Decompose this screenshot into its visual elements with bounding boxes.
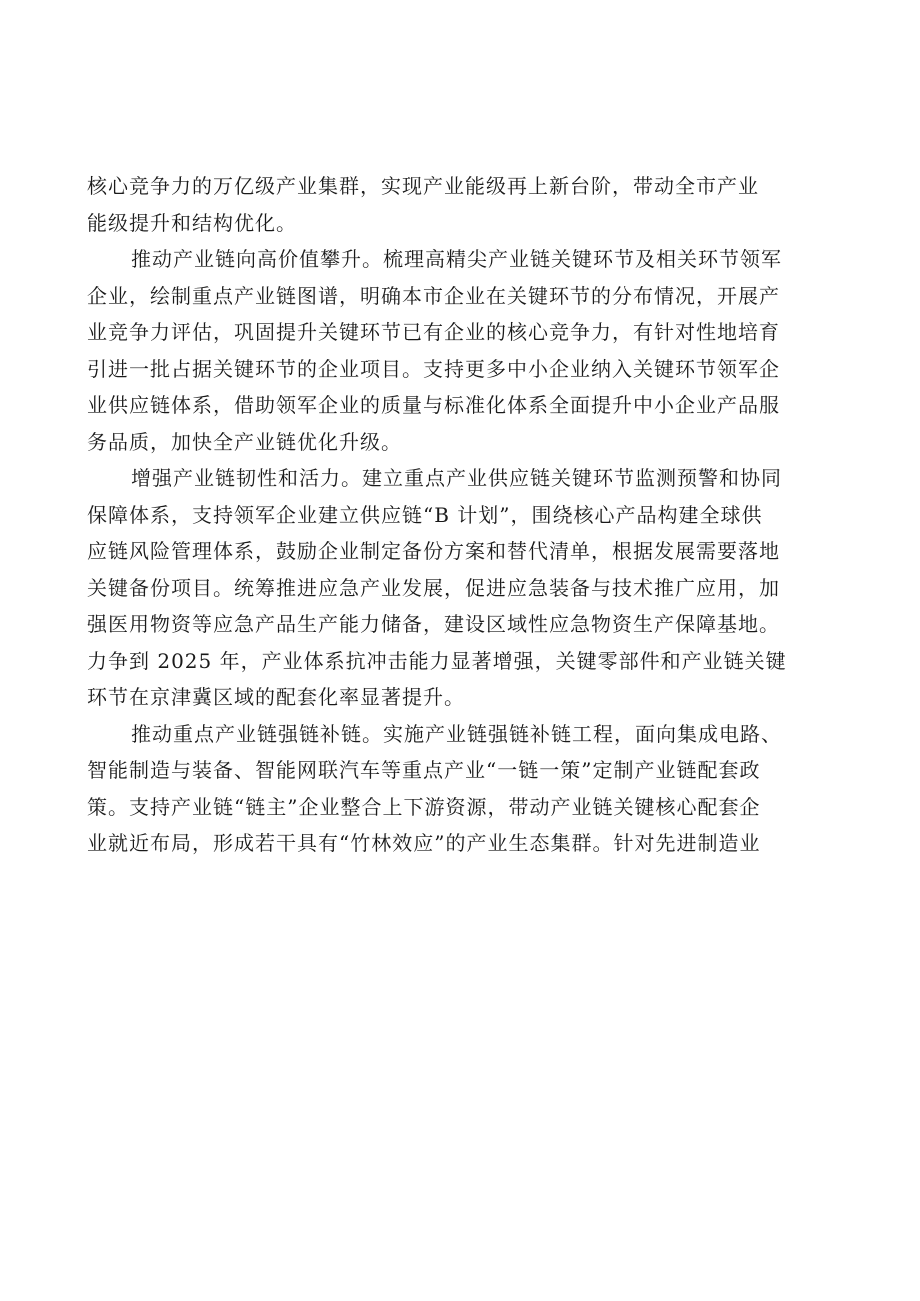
- text-line: 能级提升和结构优化。: [87, 210, 297, 235]
- text-line: 推动产业链向高价值攀升。梳理高精尖产业链关键环节及相关环节领军: [131, 247, 782, 271]
- paragraph-4: [87, 716, 857, 862]
- text-line: 引进一批占据关键环节的企业项目。支持更多中小企业纳入关键环节领军企: [87, 356, 780, 381]
- text-line: 应链风险管理体系，鼓励企业制定备份方案和替代清单，根据发展需要落地: [87, 539, 780, 563]
- paragraph-2: [87, 241, 857, 460]
- text-line: 推动重点产业链强链补链。实施产业链强链补链工程，面向集成电路、: [131, 721, 782, 746]
- text-line: 增强产业链韧性和活力。建立重点产业供应链关键环节监测预警和协同: [131, 466, 782, 490]
- text-line: 关键备份项目。统筹推进应急产业发展，促进应急装备与技术推广应用，加: [87, 575, 780, 600]
- text-line: 智能制造与装备、智能网联汽车等重点产业“一链一策”定制产业链配套政: [87, 758, 761, 782]
- text-line: 力争到 2025 年，产业体系抗冲击能力显著增强，关键零部件和产业链关键: [87, 648, 787, 673]
- text-line: 业供应链体系，借助领军企业的质量与标准化体系全面提升中小企业产品服: [87, 393, 780, 417]
- text-line: 保障体系，支持领军企业建立供应链“B 计划”，围绕核心产品构建全球供: [87, 502, 763, 527]
- text-line: 核心竞争力的万亿级产业集群，实现产业能级再上新台阶，带动全市产业: [87, 174, 759, 198]
- text-line: 业就近布局，形成若干具有“竹林效应”的产业生态集群。针对先进制造业: [87, 831, 761, 855]
- paragraph-3: [87, 460, 857, 716]
- text-line: 环节在京津冀区域的配套化率显著提升。: [87, 685, 465, 709]
- text-line: 企业，绘制重点产业链图谱，明确本市企业在关键环节的分布情况，开展产: [87, 283, 780, 308]
- document-body: [87, 168, 857, 862]
- paragraph-1: [87, 168, 857, 241]
- text-line: 策。支持产业链“链主”企业整合上下游资源，带动产业链关键核心配套企: [87, 794, 761, 819]
- text-line: 强医用物资等应急产品生产能力储备，建设区域性应急物资生产保障基地。: [87, 612, 780, 636]
- text-line: 务品质，加快全产业链优化升级。: [87, 429, 402, 454]
- text-line: 业竞争力评估，巩固提升关键环节已有企业的核心竞争力，有针对性地培育: [87, 320, 780, 344]
